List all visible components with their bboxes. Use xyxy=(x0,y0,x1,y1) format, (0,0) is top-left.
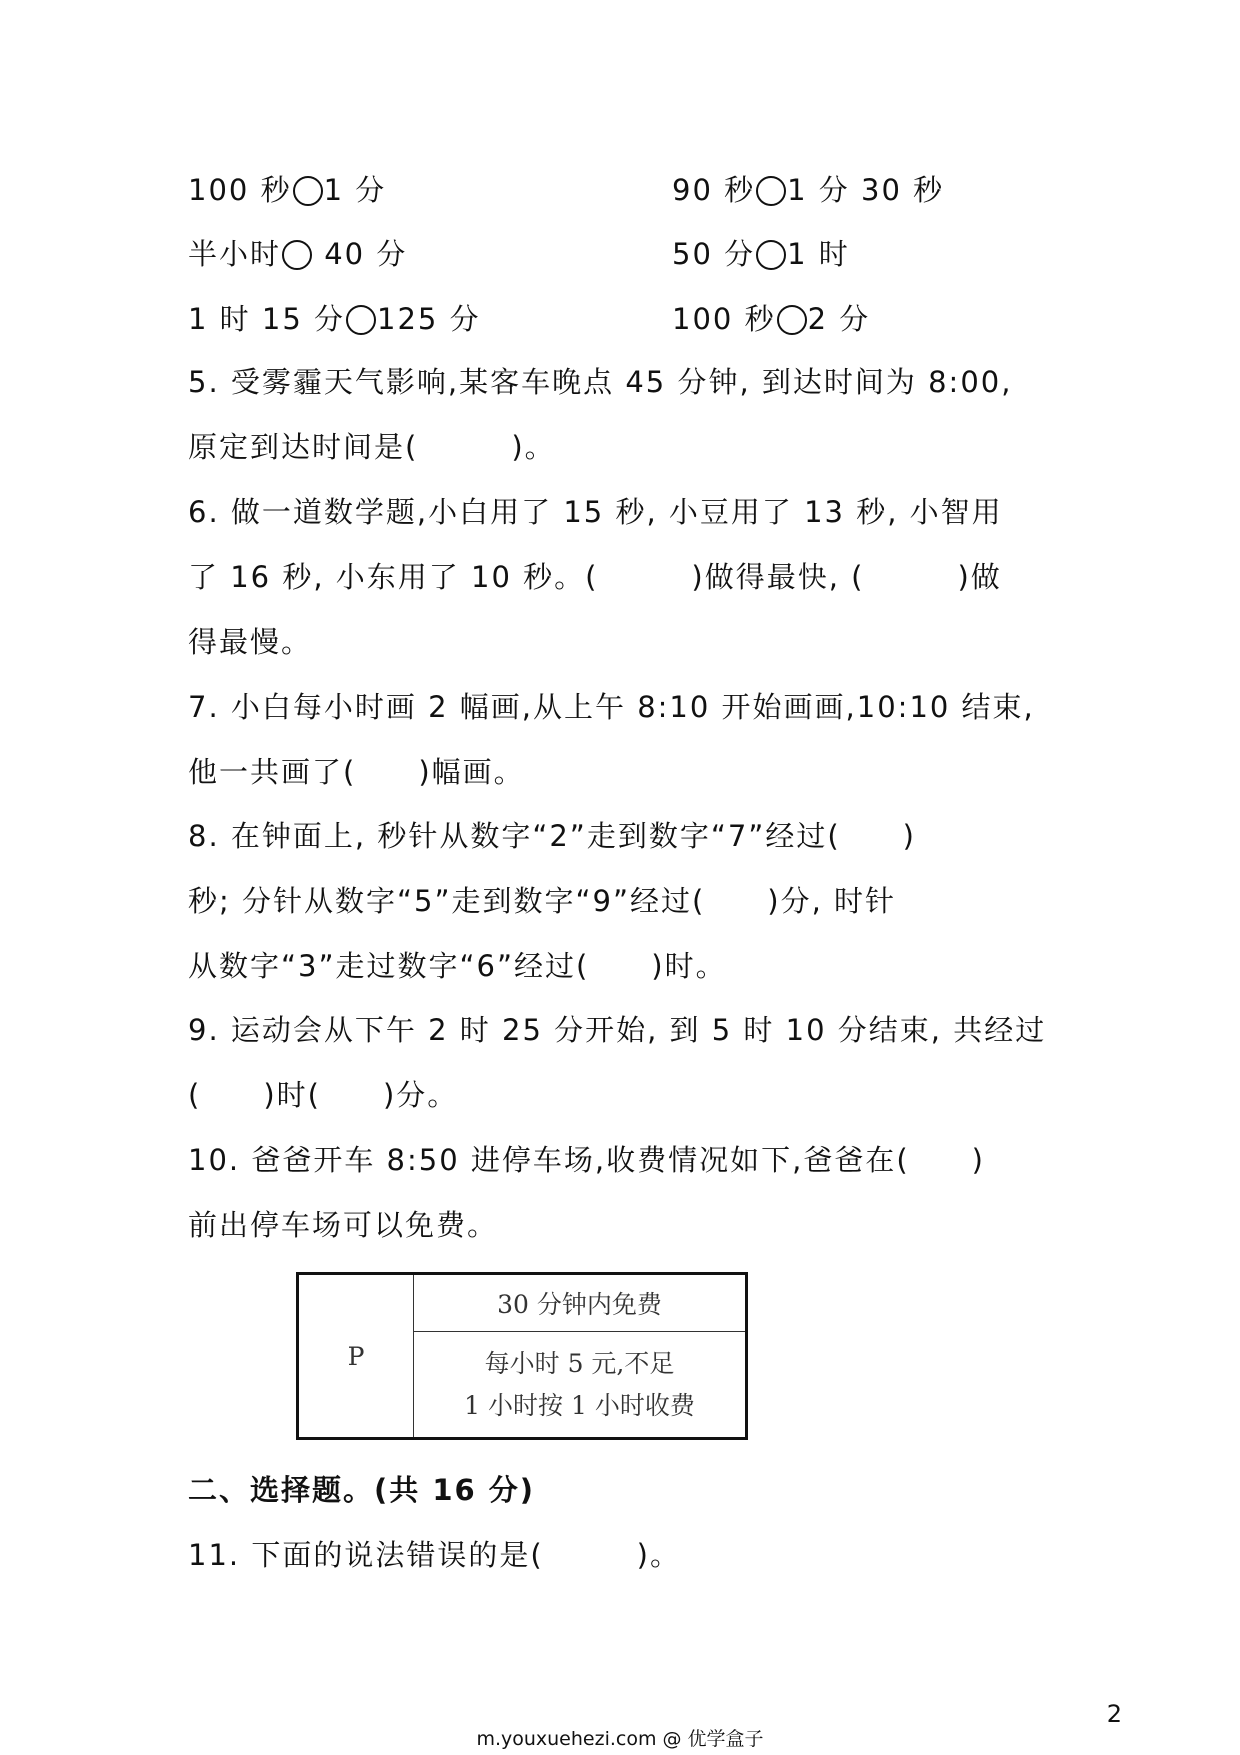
compare-left: 100 秒 xyxy=(672,302,776,336)
q11-line: 11. 下面的说法错误的是( )。 xyxy=(188,1538,681,1572)
q8-line-1: 8. 在钟面上, 秒针从数字“2”走到数字“7”经过( ) xyxy=(188,819,916,853)
compare-circle-blank[interactable] xyxy=(756,240,786,270)
compare-right: 40 分 xyxy=(313,237,408,271)
compare-circle-blank[interactable] xyxy=(293,176,323,206)
compare-item-3 xyxy=(188,234,407,274)
q6-line-2: 了 16 秒, 小东用了 10 秒。( )做得最快, ( )做 xyxy=(188,560,1002,594)
compare-circle-blank[interactable] xyxy=(282,240,312,270)
compare-item-5 xyxy=(188,299,481,339)
compare-item-6 xyxy=(672,299,870,339)
q10-line-1: 10. 爸爸开车 8:50 进停车场,收费情况如下,爸爸在( ) xyxy=(188,1143,985,1177)
fee-hourly-rule xyxy=(414,1332,747,1439)
compare-right: 125 分 xyxy=(377,302,481,336)
compare-item-4 xyxy=(672,234,850,274)
compare-item-2 xyxy=(672,170,944,210)
parking-fee-table xyxy=(296,1272,748,1440)
q6-line-1: 6. 做一道数学题,小白用了 15 秒, 小豆用了 13 秒, 小智用 xyxy=(188,495,1003,529)
fee-hourly-line-1: 每小时 5 元,不足 xyxy=(484,1348,675,1378)
parking-symbol: P xyxy=(298,1274,414,1439)
compare-circle-blank[interactable] xyxy=(346,305,376,335)
compare-left: 50 分 xyxy=(672,237,756,271)
q7-line-1: 7. 小白每小时画 2 幅画,从上午 8:10 开始画画,10:10 结束, xyxy=(188,690,1035,724)
compare-right: 1 分 30 秒 xyxy=(787,173,945,207)
q8-line-3: 从数字“3”走过数字“6”经过( )时。 xyxy=(188,949,727,983)
compare-circle-blank[interactable] xyxy=(777,305,807,335)
q5-line-2: 原定到达时间是( )。 xyxy=(188,430,556,464)
page-number: 2 xyxy=(1106,1700,1122,1728)
compare-right: 1 分 xyxy=(323,173,387,207)
compare-left: 90 秒 xyxy=(672,173,756,207)
q9-line-1: 9. 运动会从下午 2 时 25 分开始, 到 5 时 10 分结束, 共经过 xyxy=(188,1013,1047,1047)
section-heading: 二、选择题。(共 16 分) xyxy=(188,1473,536,1507)
q6-line-3: 得最慢。 xyxy=(188,625,313,659)
footer-watermark: m.youxuehezi.com @ 优学盒子 xyxy=(476,1728,764,1750)
compare-left: 1 时 15 分 xyxy=(188,302,346,336)
fee-free-rule: 30 分钟内免费 xyxy=(414,1274,747,1332)
q10-line-2: 前出停车场可以免费。 xyxy=(188,1208,499,1242)
q5-line-1: 5. 受雾霾天气影响,某客车晚点 45 分钟, 到达时间为 8:00, xyxy=(188,365,1013,399)
compare-left: 半小时 xyxy=(188,237,282,271)
compare-right: 1 时 xyxy=(787,237,850,271)
compare-circle-blank[interactable] xyxy=(756,176,786,206)
compare-left: 100 秒 xyxy=(188,173,292,207)
q8-line-2: 秒; 分针从数字“5”走到数字“9”经过( )分, 时针 xyxy=(188,884,897,918)
q9-line-2: ( )时( )分。 xyxy=(188,1078,459,1112)
compare-right: 2 分 xyxy=(807,302,871,336)
q7-line-2: 他一共画了( )幅画。 xyxy=(188,755,525,789)
compare-item-1 xyxy=(188,170,386,210)
fee-hourly-line-2: 1 小时按 1 小时收费 xyxy=(464,1390,695,1420)
